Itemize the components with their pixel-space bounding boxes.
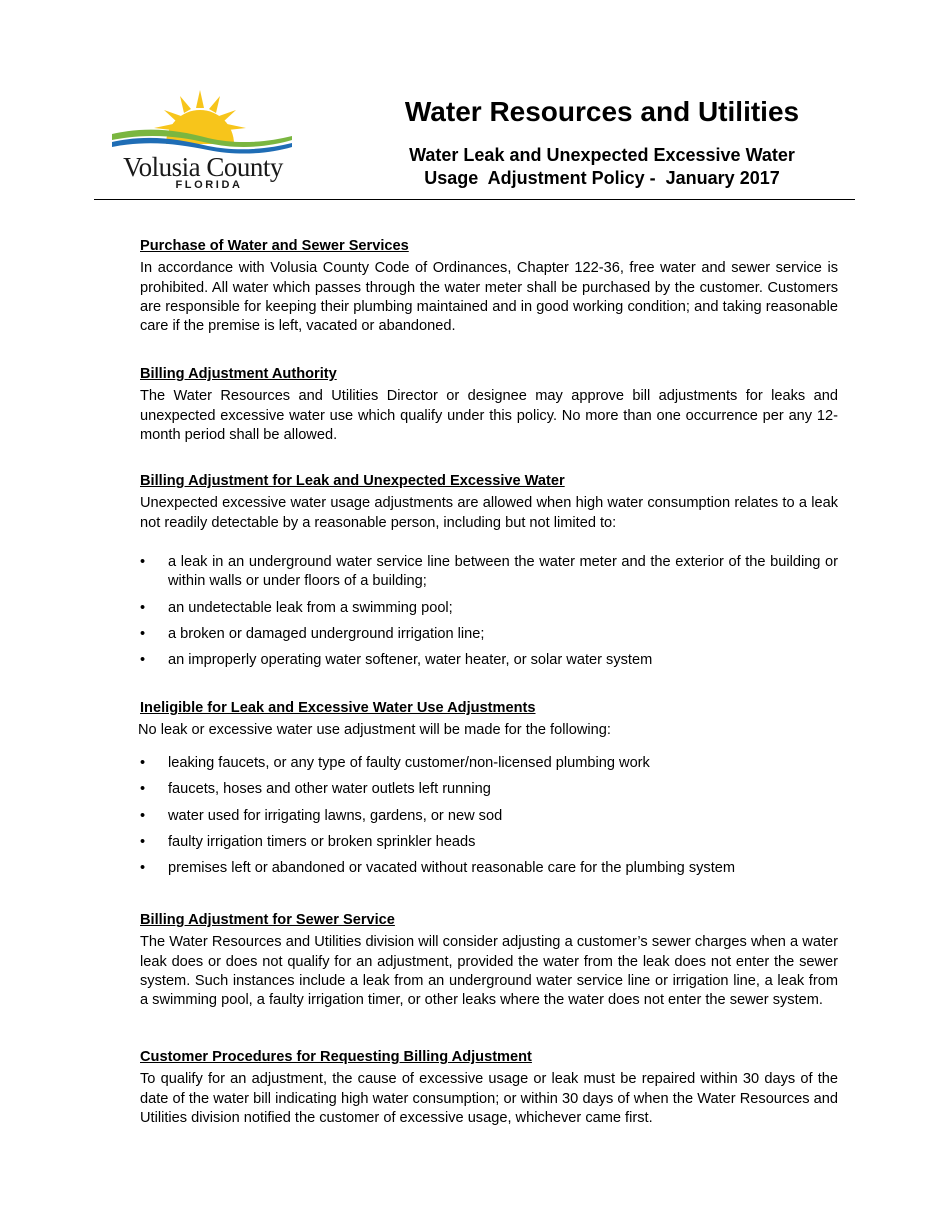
bullet-icon: • <box>140 807 146 824</box>
list-item-text: a leak in an underground water service line between the water meter and the exterior of the building or within walls or under floors of a building; <box>168 554 838 590</box>
list-item <box>140 780 838 799</box>
section-authority <box>140 365 838 445</box>
section-paragraph: Unexpected excessive water usage adjustments are allowed when high water consumption relates to a leak not readily detectable by a reasonable person, including but not limited to: <box>140 495 838 531</box>
document-subtitle <box>372 144 832 190</box>
section-paragraph: In accordance with Volusia County Code of Ordinances, Chapter 122-36, free water and sewer service is prohibited. All water which passes through the water meter shall be purchased by the customer. Customers are responsible for keeping their plumbing maintained and in good working condition; and taking reasonable care if the premise is left, vacated or abandoned. <box>140 260 838 335</box>
list-item-text: a broken or damaged underground irrigation line; <box>168 625 485 642</box>
section-purchase <box>140 237 838 336</box>
section-sewer-adjustment <box>140 911 838 1010</box>
section-heading: Purchase of Water and Sewer Services <box>140 238 409 254</box>
bullet-icon: • <box>140 599 146 616</box>
list-item-text: leaking faucets, or any type of faulty customer/non-licensed plumbing work <box>168 755 650 771</box>
leak-bullet-list <box>140 553 838 670</box>
section-heading: Billing Adjustment Authority <box>140 366 337 382</box>
list-item <box>140 553 838 592</box>
list-item-text: an undetectable leak from a swimming pool; <box>168 599 453 616</box>
bullet-icon: • <box>140 781 146 798</box>
list-item-text: faucets, hoses and other water outlets left running <box>168 781 491 798</box>
bullet-icon: • <box>140 652 146 669</box>
header-divider <box>94 199 855 200</box>
subtitle-line-1: Water Leak and Unexpected Excessive Water <box>409 145 795 165</box>
section-heading: Billing Adjustment for Sewer Service <box>140 912 395 928</box>
bullet-icon: • <box>140 755 146 771</box>
list-item <box>140 807 838 826</box>
list-item-text: faulty irrigation timers or broken sprinkler heads <box>168 833 476 850</box>
list-item-text: an improperly operating water softener, water heater, or solar water system <box>168 652 653 669</box>
list-item-text: water used for irrigating lawns, gardens, or new sod <box>168 807 503 824</box>
logo-state-name: FLORIDA <box>175 179 243 191</box>
section-customer-procedures <box>140 1048 838 1128</box>
subtitle-line-2: Usage Adjustment Policy - January 2017 <box>424 168 780 188</box>
bullet-icon: • <box>140 860 146 877</box>
list-item <box>140 859 838 878</box>
section-ineligible <box>140 699 838 741</box>
section-paragraph: To qualify for an adjustment, the cause of excessive usage or leak must be repaired within 30 days of the date of the water bill indicating high water consumption; or within 30 days of when the Water Resources and Utilities division notified the customer of excessive usage, whichever came first. <box>140 1071 838 1126</box>
logo-county-name: Volusia County <box>123 152 283 182</box>
section-paragraph: The Water Resources and Utilities Director or designee may approve bill adjustments for leaks and unexpected excessive water use which qualify under this policy. No more than one occurrence per any 12-month period shall be allowed. <box>140 388 838 443</box>
list-item <box>140 625 838 644</box>
bullet-icon: • <box>140 625 146 642</box>
volusia-county-logo <box>108 88 298 198</box>
section-heading: Billing Adjustment for Leak and Unexpected Excessive Water <box>140 473 565 489</box>
section-paragraph: No leak or excessive water use adjustment will be made for the following: <box>138 722 611 739</box>
section-paragraph: The Water Resources and Utilities division will consider adjusting a customer’s sewer charges when a water leak does or does not qualify for an adjustment, provided the water from the leak does not enter the sewer system. Such instances include a leak from an underground water service line or irrigation line, a leak from a swimming pool, a faulty irrigation timer, or other leaks where the water does not enter the sewer system. <box>140 934 838 1009</box>
list-item <box>140 754 838 773</box>
bullet-icon: • <box>140 833 146 850</box>
section-heading: Customer Procedures for Requesting Billing Adjustment <box>140 1049 532 1065</box>
bullet-icon: • <box>140 554 146 570</box>
list-item <box>140 599 838 618</box>
list-item <box>140 651 838 670</box>
section-heading: Ineligible for Leak and Excessive Water Use Adjustments <box>140 700 536 716</box>
list-item-text: premises left or abandoned or vacated without reasonable care for the plumbing system <box>168 860 736 877</box>
section-leak-adjustment <box>140 472 838 533</box>
document-title: Water Resources and Utilities <box>404 96 800 127</box>
sun-logo-icon <box>108 88 298 158</box>
list-item <box>140 833 838 852</box>
ineligible-bullet-list <box>140 754 838 878</box>
